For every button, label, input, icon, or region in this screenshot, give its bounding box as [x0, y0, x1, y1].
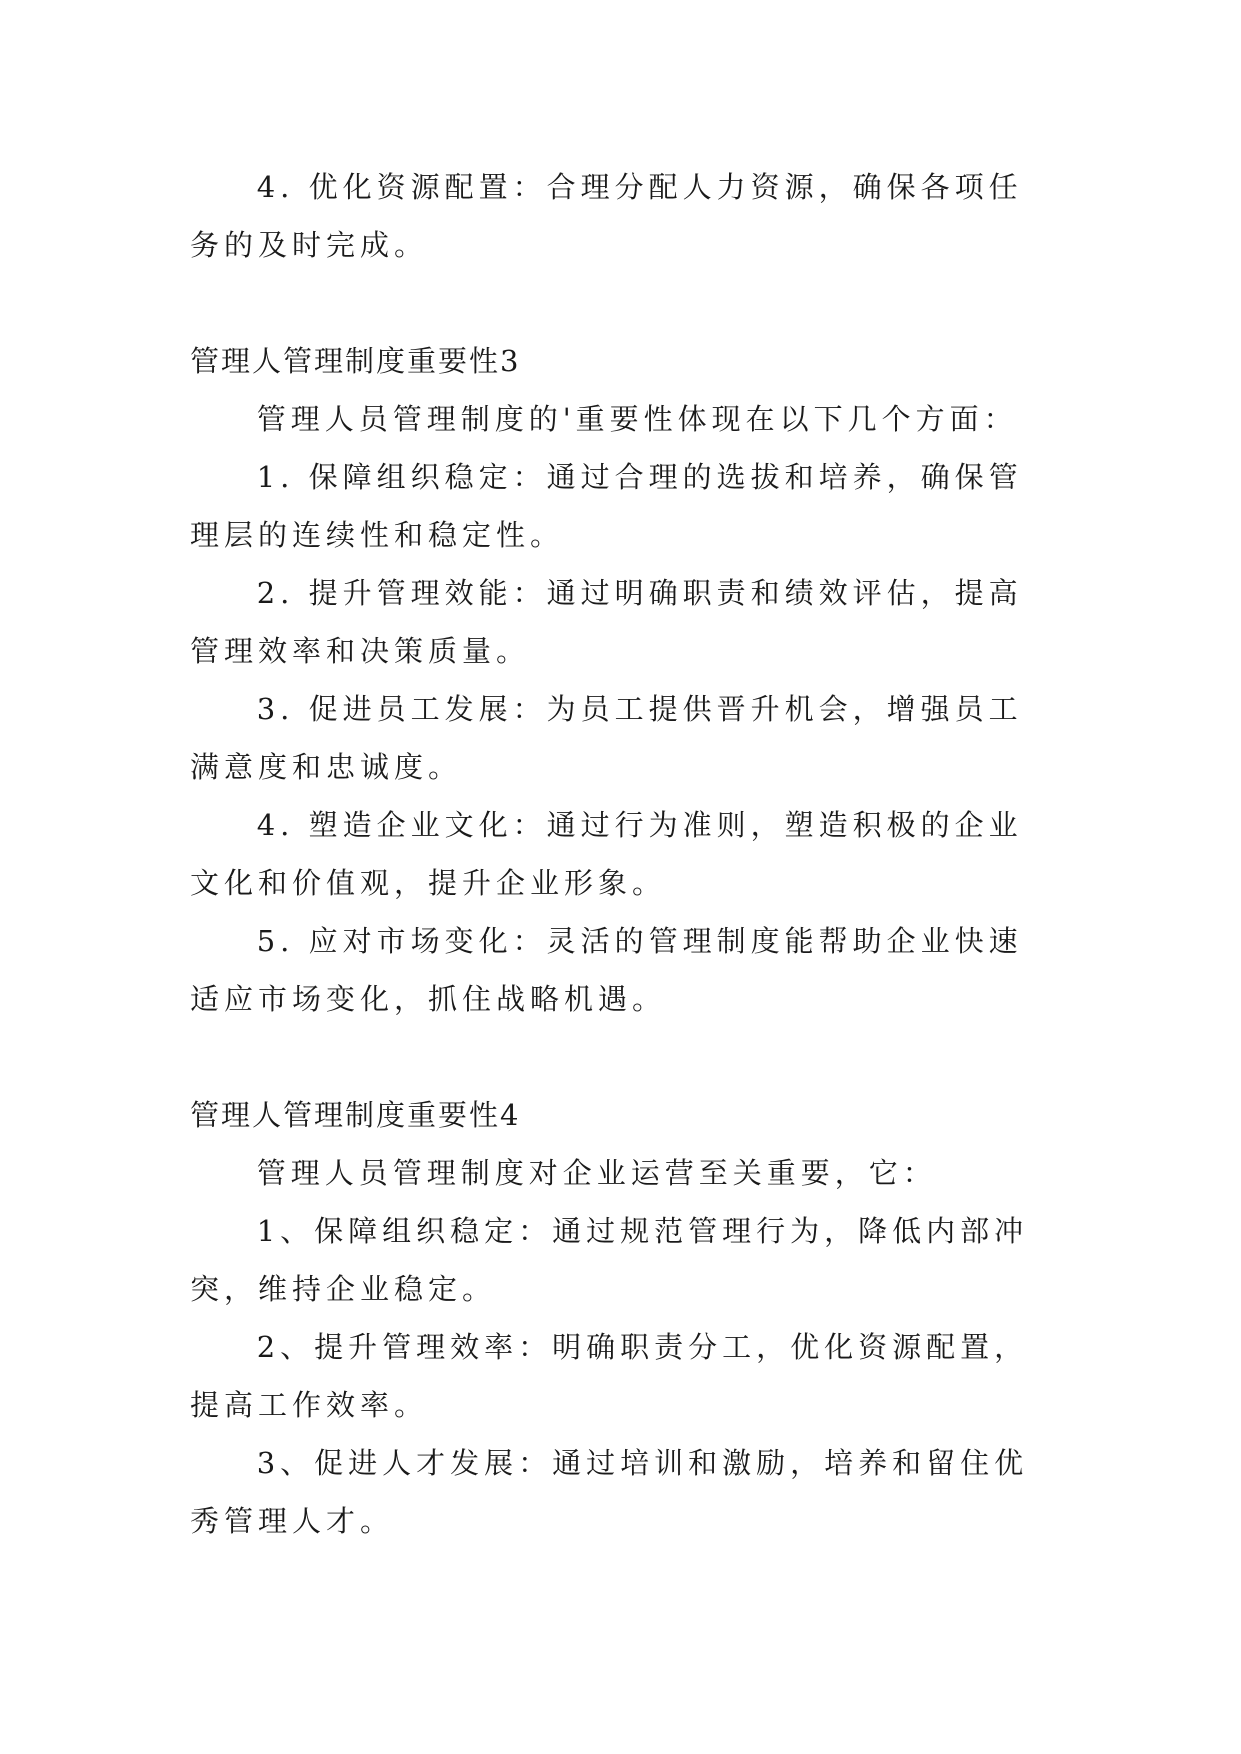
section-spacer	[190, 274, 1050, 332]
section-4-intro: 管理人员管理制度对企业运营至关重要，它：	[256, 1156, 937, 1190]
section-4-item-2: 2、提升管理效率：明确职责分工，优化资源配置，提高工作效率。	[190, 1330, 1029, 1422]
section-4-item-3: 3、促进人才发展：通过培训和激励，培养和留住优秀管理人才。	[190, 1446, 1029, 1538]
section-4-heading: 管理人管理制度重要性4	[190, 1098, 521, 1132]
section-3-intro: 管理人员管理制度的'重要性体现在以下几个方面：	[256, 402, 1018, 436]
section-3-heading: 管理人管理制度重要性3	[190, 344, 521, 378]
paragraph-resource-allocation: 4. 优化资源配置：合理分配人力资源，确保各项任务的及时完成。	[190, 170, 1023, 262]
section-3-item-1: 1. 保障组织稳定：通过合理的选拔和培养，确保管理层的连续性和稳定性。	[190, 460, 1023, 552]
section-3-item-4: 4. 塑造企业文化：通过行为准则，塑造积极的企业文化和价值观，提升企业形象。	[190, 808, 1023, 900]
section-spacer	[190, 1028, 1050, 1086]
section-3-item-2: 2. 提升管理效能：通过明确职责和绩效评估，提高管理效率和决策质量。	[190, 576, 1023, 668]
document-body	[190, 158, 1050, 1550]
section-4-item-1: 1、保障组织稳定：通过规范管理行为，降低内部冲突，维持企业稳定。	[190, 1214, 1029, 1306]
section-3-item-5: 5. 应对市场变化：灵活的管理制度能帮助企业快速适应市场变化，抓住战略机遇。	[190, 924, 1023, 1016]
section-3-item-3: 3. 促进员工发展：为员工提供晋升机会，增强员工满意度和忠诚度。	[190, 692, 1023, 784]
